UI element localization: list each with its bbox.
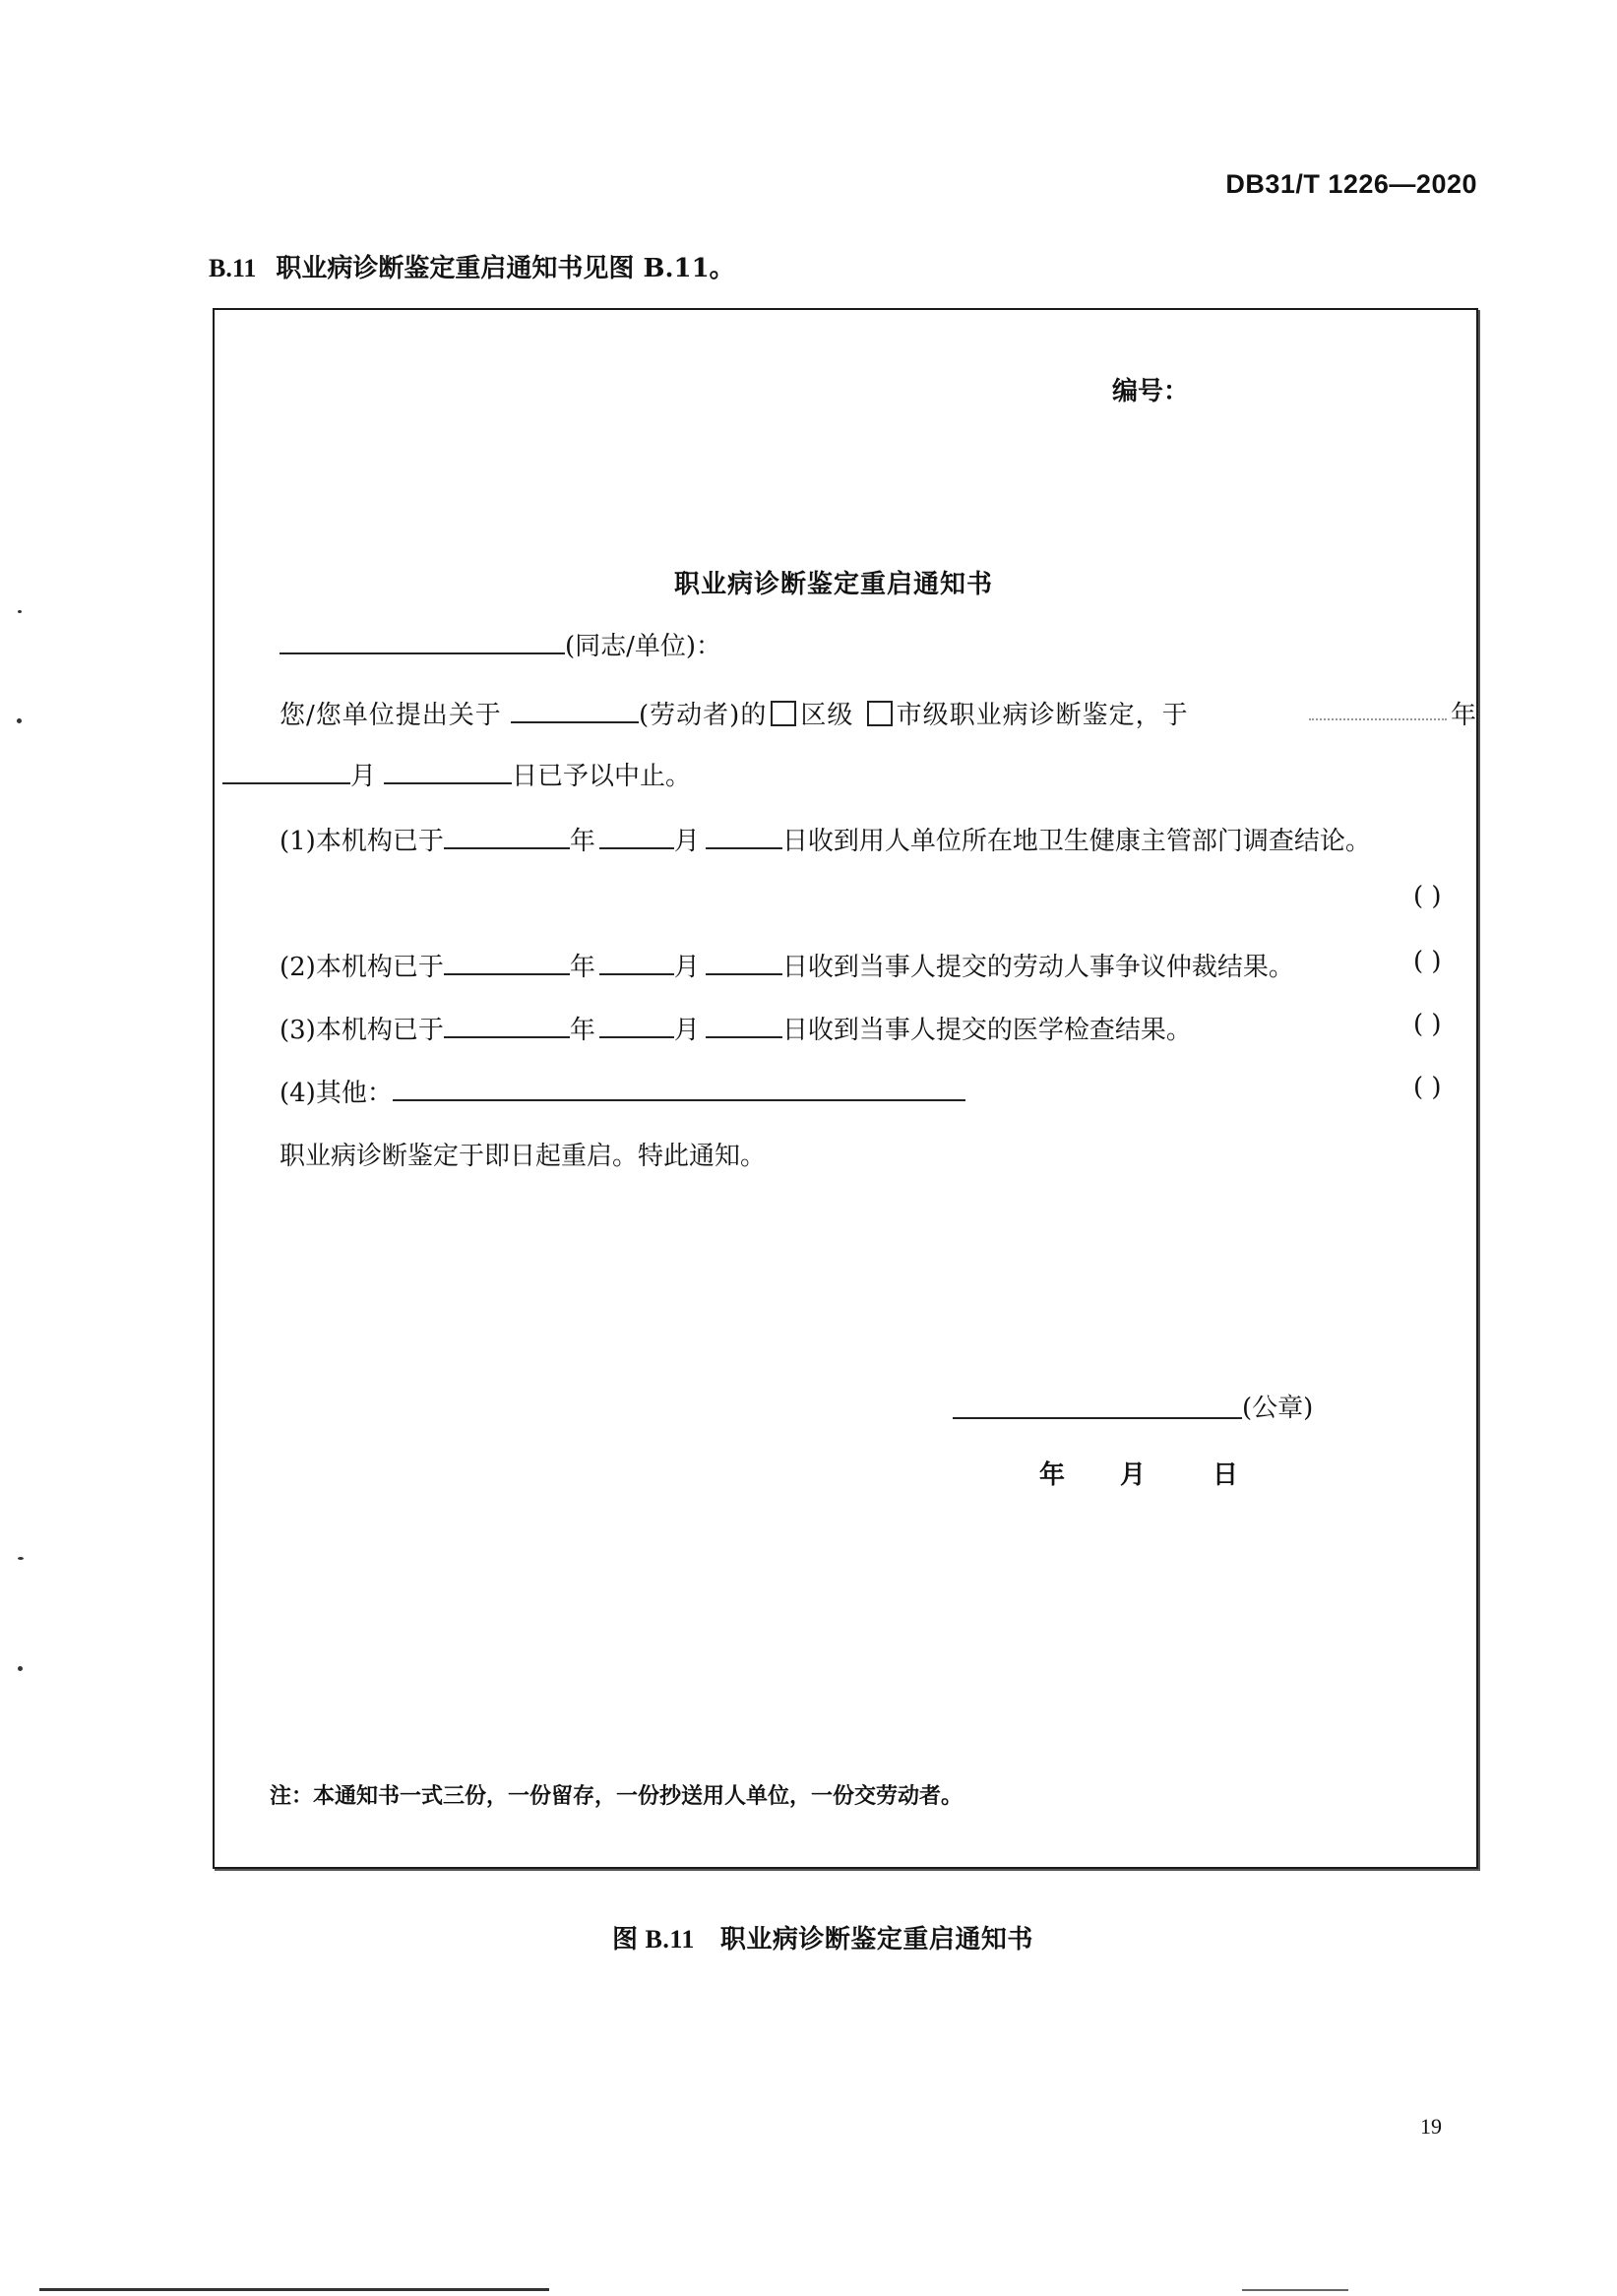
item-3-month-blank[interactable] (599, 1013, 674, 1038)
suspend-day-blank[interactable] (384, 759, 512, 784)
scan-speck (18, 610, 22, 613)
form-note: 注：本通知书一式三份，一份留存，一份抄送用人单位，一份交劳动者。 (270, 1783, 964, 1809)
item-2-month-blank[interactable] (599, 950, 674, 975)
sign-date-month: 月 (1120, 1460, 1147, 1490)
item-2-check-paren[interactable]: ( ) (1413, 947, 1442, 976)
salutation-line (280, 626, 721, 662)
city-level-checkbox[interactable] (867, 701, 893, 726)
item-2-prefix: (2)本机构已于 (280, 953, 444, 982)
scan-speck (18, 1557, 24, 1560)
item-1-prefix: (1)本机构已于 (280, 827, 444, 856)
figure-caption (612, 1919, 1033, 1955)
worker-name-blank[interactable] (511, 698, 639, 723)
item-3-check-paren[interactable]: ( ) (1413, 1010, 1442, 1039)
para1-year-label: 年 (1451, 701, 1477, 730)
figure-title: 职业病诊断鉴定重启通知书 (719, 1925, 1033, 1955)
item-1-month-blank[interactable] (599, 824, 674, 849)
closing-text: 职业病诊断鉴定于即日起重启。特此通知。 (280, 1142, 767, 1171)
seal-signature-blank[interactable] (953, 1417, 1242, 1419)
item-3-month-label: 月 (673, 1016, 700, 1045)
scan-speck (17, 718, 22, 723)
item-3-year-label: 年 (569, 1016, 595, 1045)
para1-text-2: (劳动者)的 (639, 701, 768, 730)
para1-line2 (222, 756, 691, 792)
para1-line1 (280, 695, 1189, 731)
scan-edge-rule-2 (1242, 2289, 1348, 2291)
scan-speck (18, 1666, 23, 1671)
item-3-prefix: (3)本机构已于 (280, 1016, 444, 1045)
item-4-check-paren[interactable]: ( ) (1413, 1073, 1442, 1102)
item-2-suffix: 日收到当事人提交的劳动人事争议仲裁结果。 (781, 953, 1294, 982)
item-2-year-label: 年 (569, 953, 595, 982)
sign-date-day: 日 (1213, 1460, 1239, 1490)
section-text: 职业病诊断鉴定重启通知书见图 B.11。 (276, 254, 735, 283)
item-1-check-paren[interactable]: ( ) (1413, 882, 1442, 911)
scan-edge-rule (39, 2288, 549, 2291)
serial-number-label: 编号： (1112, 377, 1190, 406)
item-1-suffix: 日收到用人单位所在地卫生健康主管部门调查结论。 (781, 827, 1371, 856)
suspend-month-blank[interactable] (222, 759, 350, 784)
item-1-year-label: 年 (569, 827, 595, 856)
item-1-line (280, 821, 1371, 857)
section-intro (209, 248, 735, 284)
district-level-checkbox[interactable] (771, 701, 796, 726)
item-4-prefix: (4)其他： (280, 1079, 393, 1108)
item-4-line (280, 1073, 965, 1109)
item-2-year-blank[interactable] (444, 950, 570, 975)
city-level-label: 市级职业病诊断鉴定，于 (896, 701, 1189, 730)
item-4-other-blank[interactable] (393, 1076, 965, 1101)
item-1-year-blank[interactable] (444, 824, 570, 849)
page-number: 19 (1420, 2114, 1442, 2139)
seal-label: (公章) (1242, 1394, 1314, 1423)
para1-day-suffix: 日已予以中止。 (512, 762, 692, 791)
item-1-month-label: 月 (673, 827, 700, 856)
standard-code: DB31/T 1226—2020 (1225, 169, 1477, 199)
salutation-suffix: (同志/单位)： (565, 632, 722, 661)
sign-date-year: 年 (1039, 1460, 1066, 1490)
recipient-blank[interactable] (280, 629, 565, 654)
item-2-month-label: 月 (673, 953, 700, 982)
district-level-label: 区级 (800, 701, 854, 730)
item-3-day-blank[interactable] (706, 1013, 782, 1038)
form-title: 职业病诊断鉴定重启通知书 (674, 570, 994, 599)
item-2-day-blank[interactable] (706, 950, 782, 975)
section-number: B.11 (209, 254, 257, 282)
para1-month-label: 月 (350, 762, 377, 791)
item-1-day-blank[interactable] (706, 824, 782, 849)
figure-number: 图 B.11 (612, 1925, 695, 1954)
item-3-suffix: 日收到当事人提交的医学检查结果。 (781, 1016, 1192, 1045)
item-2-line (280, 947, 1294, 983)
para1-text-1: 您/您单位提出关于 (280, 701, 502, 730)
suspend-year-blank[interactable] (1309, 718, 1447, 720)
item-3-line (280, 1010, 1192, 1046)
item-3-year-blank[interactable] (444, 1013, 570, 1038)
